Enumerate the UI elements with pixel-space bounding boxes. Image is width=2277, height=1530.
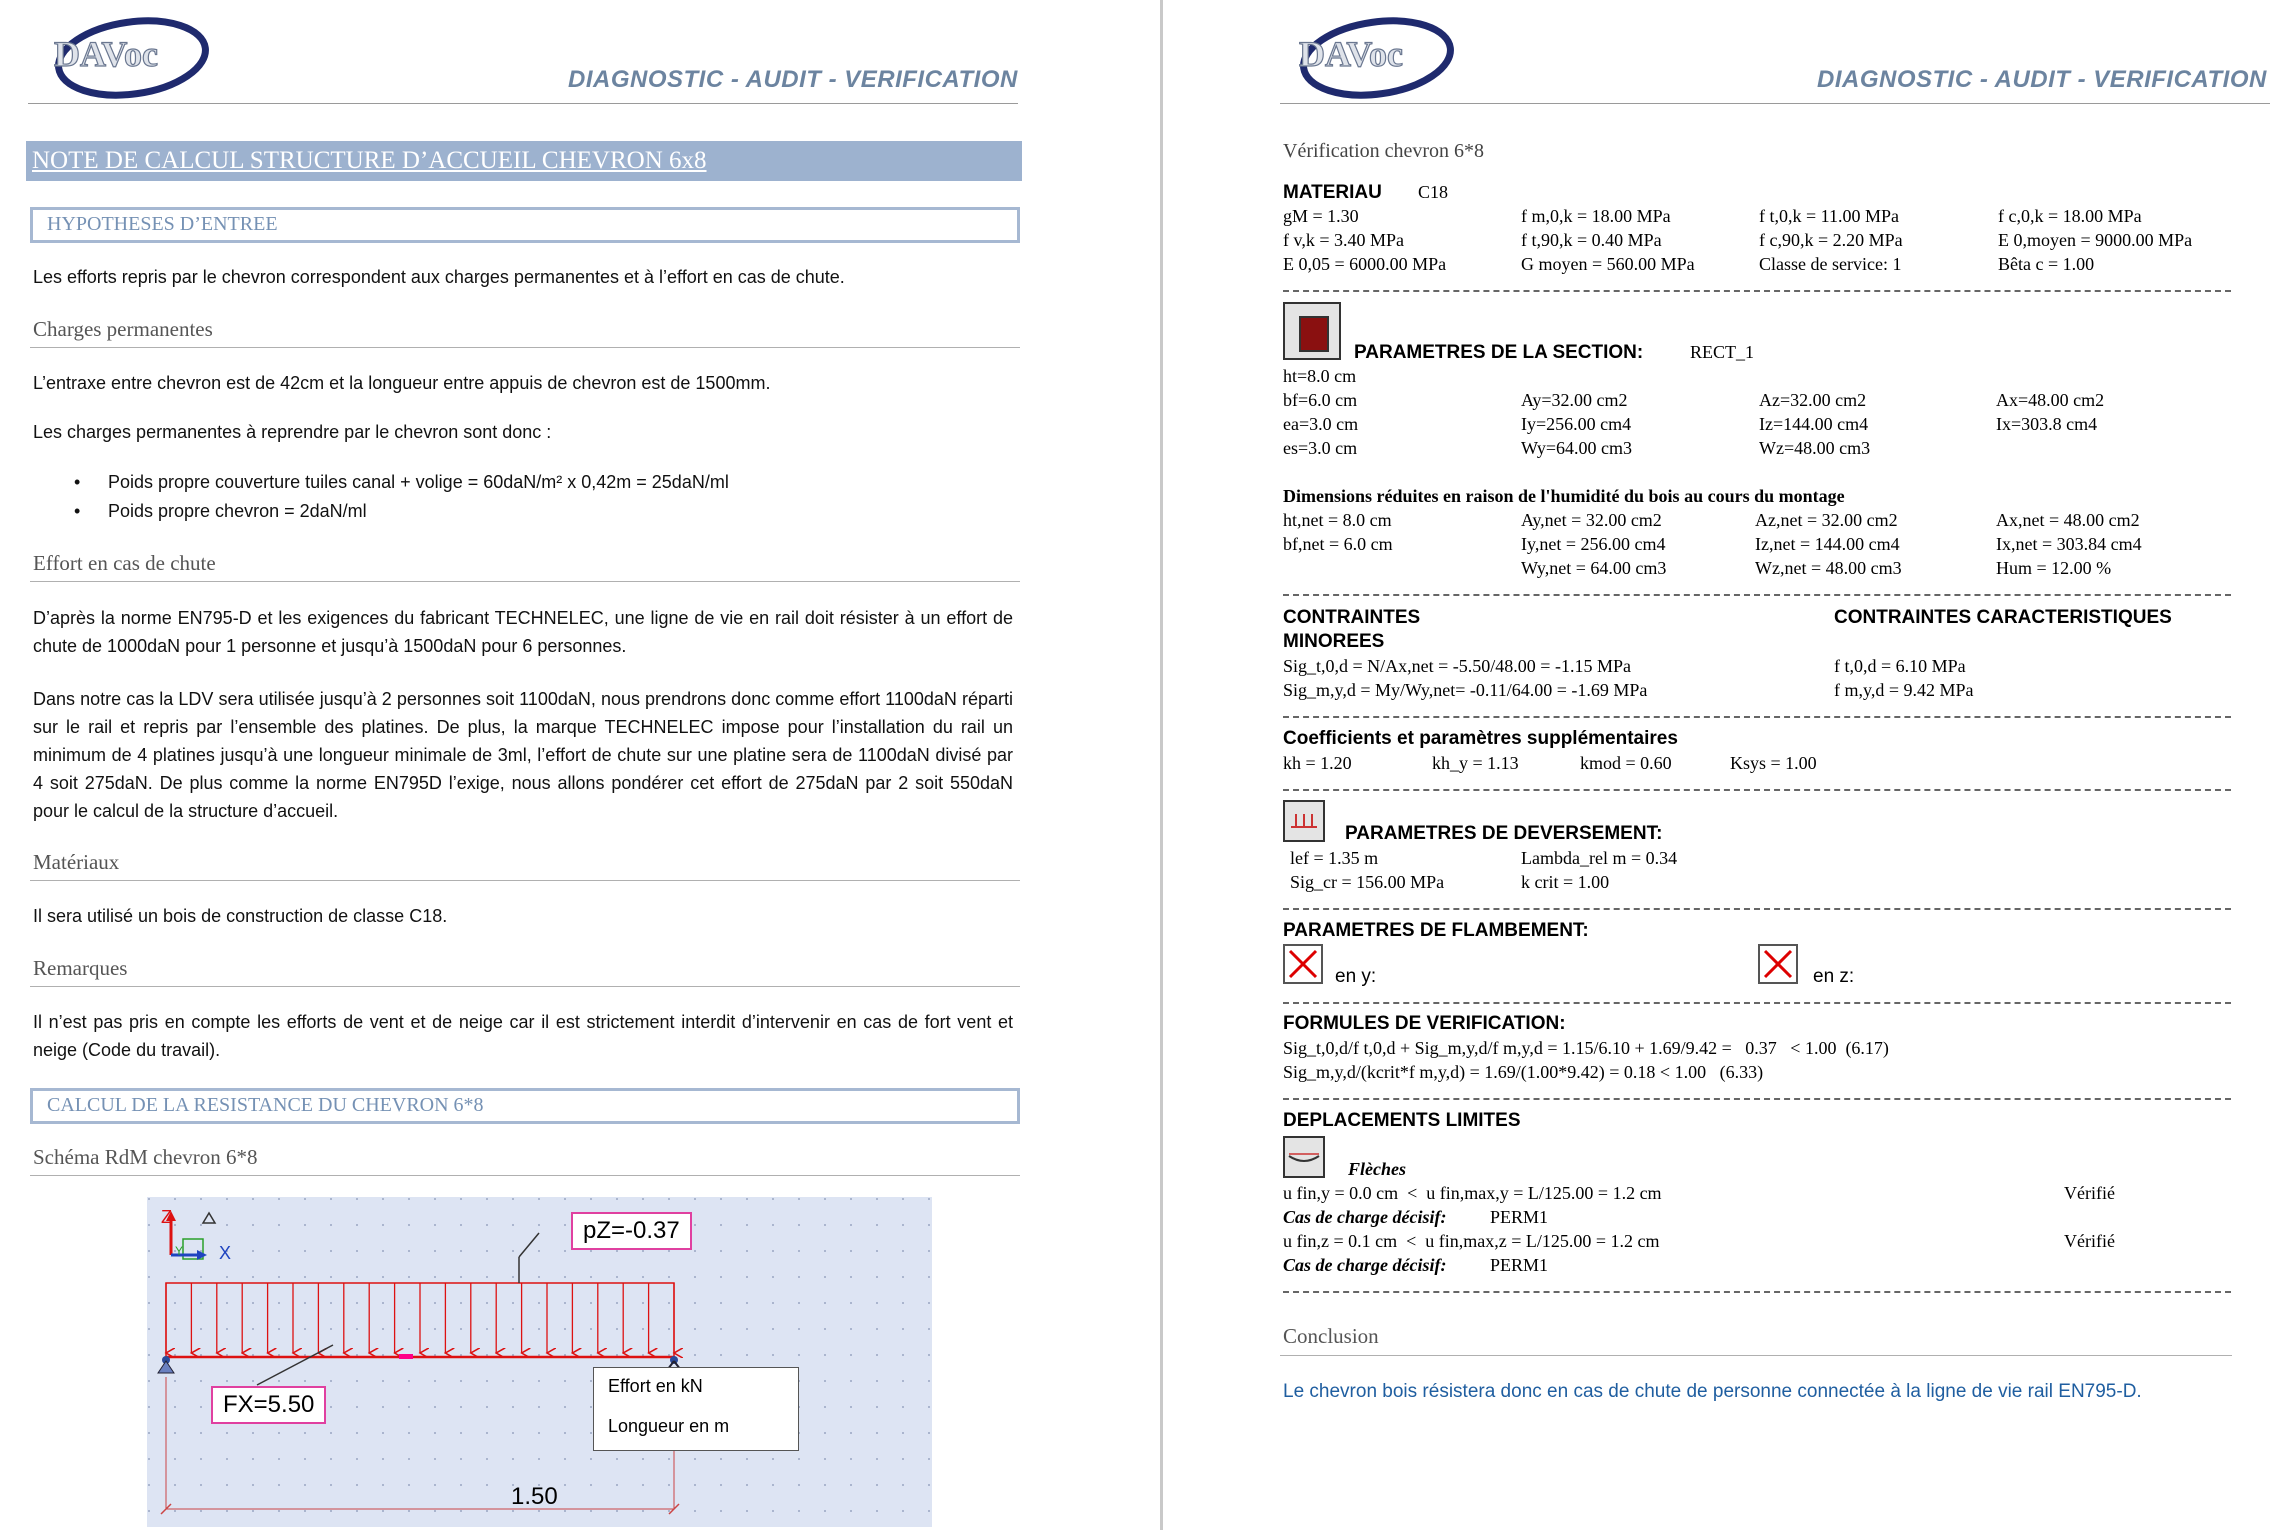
subhead-rule bbox=[30, 347, 1020, 348]
cas-charge-label: Cas de charge décisif: bbox=[1283, 1255, 1447, 1275]
materiau-cell: Bêta c = 1.00 bbox=[1998, 254, 2095, 274]
span-label: 1.50 bbox=[511, 1483, 558, 1510]
legend-unit-force: Effort en kN bbox=[608, 1376, 703, 1396]
formules-title: FORMULES DE VERIFICATION: bbox=[1283, 1013, 1566, 1034]
bullet-item: • Poids propre chevron = 2daN/ml bbox=[108, 501, 367, 522]
section-cell: ea=3.0 cm bbox=[1283, 414, 1359, 434]
rdm-diagram-svg bbox=[147, 1197, 932, 1527]
davoc-logo bbox=[40, 8, 210, 103]
materiau-cell: f t,0,k = 11.00 MPa bbox=[1759, 206, 1899, 226]
dashed-separator bbox=[1283, 290, 2231, 292]
section-name: RECT_1 bbox=[1690, 342, 1755, 362]
reduced-cell: Wy,net = 64.00 cm3 bbox=[1521, 558, 1667, 578]
deversement-value: Lambda_rel m = 0.34 bbox=[1521, 848, 1678, 868]
svg-text:DAVoc: DAVoc bbox=[1299, 34, 1404, 74]
section-cell: bf=6.0 cm bbox=[1283, 390, 1358, 410]
section-cell: Wz=48.00 cm3 bbox=[1759, 438, 1871, 458]
page-header bbox=[0, 0, 1160, 110]
intro-text: Les efforts repris par le chevron correspondent aux charges permanentes et à l’effort en cas de chute. bbox=[33, 267, 845, 287]
section-cell: ht=8.0 cm bbox=[1283, 366, 1357, 386]
header-rule bbox=[28, 103, 1018, 104]
reduced-cell: Ay,net = 32.00 cm2 bbox=[1521, 510, 1662, 530]
legend-box bbox=[593, 1367, 799, 1451]
materiau-label: MATERIAU bbox=[1283, 182, 1382, 203]
bullet-item: • Poids propre couverture tuiles canal + volige = 60daN/m² x 0,42m = 25daN/ml bbox=[108, 472, 729, 493]
remarques-text: Il n’est pas pris en compte les efforts de vent et de neige car il est strictement interdit d’intervenir en cas de fort vent et neige (Code du travail). bbox=[33, 1012, 1013, 1060]
materiau-cell: E 0,moyen = 9000.00 MPa bbox=[1998, 230, 2193, 250]
flambement-y-icon bbox=[1283, 944, 1323, 984]
section-hypotheses: HYPOTHESES D’ENTREE bbox=[30, 207, 1020, 243]
load-label: pZ=-0.37 bbox=[571, 1212, 692, 1250]
dashed-separator bbox=[1283, 594, 2231, 596]
davoc-logo bbox=[1285, 8, 1455, 103]
contrainte-value: Sig_t,0,d = N/Ax,net = -5.50/48.00 = -1.15 MPa bbox=[1283, 656, 1631, 676]
cas-charge-value: PERM1 bbox=[1490, 1255, 1549, 1275]
deplacement-line: u fin,z = 0.1 cm < u fin,max,z = L/125.00 = 1.2 cm bbox=[1283, 1231, 1660, 1251]
materiau-cell: f c,0,k = 18.00 MPa bbox=[1998, 206, 2142, 226]
coefficients-title: Coefficients et paramètres supplémentaires bbox=[1283, 728, 1678, 749]
note-banner: NOTE DE CALCUL STRUCTURE D’ACCUEIL CHEVRON 6x8 bbox=[26, 141, 1022, 181]
coef-value: kh_y = 1.13 bbox=[1432, 753, 1519, 773]
contrainte-value: f t,0,d = 6.10 MPa bbox=[1834, 656, 1966, 676]
coef-value: kh = 1.20 bbox=[1283, 753, 1352, 773]
subhead-remarques: Remarques bbox=[33, 956, 128, 980]
axis-z-label: Z bbox=[161, 1207, 172, 1227]
page-header bbox=[1165, 0, 2277, 110]
coef-value: Ksys = 1.00 bbox=[1730, 753, 1817, 773]
materiau-cell: f c,90,k = 2.20 MPa bbox=[1759, 230, 1903, 250]
reduced-cell: Iy,net = 256.00 cm4 bbox=[1521, 534, 1666, 554]
reduced-cell: Ax,net = 48.00 cm2 bbox=[1996, 510, 2140, 530]
materiau-cell: Classe de service: 1 bbox=[1759, 254, 1902, 274]
subhead-charges: Charges permanentes bbox=[33, 317, 213, 341]
rdm-diagram bbox=[147, 1197, 932, 1527]
materiau-cell: f v,k = 3.40 MPa bbox=[1283, 230, 1404, 250]
subhead-materiaux: Matériaux bbox=[33, 850, 120, 874]
dashed-separator bbox=[1283, 716, 2231, 718]
legend-unit-length: Longueur en m bbox=[608, 1416, 730, 1436]
section-cell: es=3.0 cm bbox=[1283, 438, 1358, 458]
deplacement-line: u fin,y = 0.0 cm < u fin,max,y = L/125.00 = 1.2 cm bbox=[1283, 1183, 1662, 1203]
fleches-label: Flèches bbox=[1348, 1159, 1406, 1179]
section-shape-icon bbox=[1283, 302, 1341, 360]
subhead-chute: Effort en cas de chute bbox=[33, 551, 216, 575]
flambement-z-icon bbox=[1758, 944, 1798, 984]
materiau-cell: f t,90,k = 0.40 MPa bbox=[1521, 230, 1662, 250]
section-calcul: CALCUL DE LA RESISTANCE DU CHEVRON 6*8 bbox=[30, 1088, 1020, 1124]
reduced-dims-title: Dimensions réduites en raison de l'humidité du bois au cours du montage bbox=[1283, 486, 1845, 506]
subhead-rule bbox=[30, 880, 1020, 881]
coef-value: kmod = 0.60 bbox=[1580, 753, 1672, 773]
materiau-cell: E 0,05 = 6000.00 MPa bbox=[1283, 254, 1447, 274]
contraintes-minorees-title: CONTRAINTES bbox=[1283, 607, 1421, 628]
fleche-icon bbox=[1283, 1136, 1325, 1178]
header-rule bbox=[1280, 103, 2270, 104]
subhead-rule bbox=[30, 1175, 1020, 1176]
contraintes-minorees-title-2: MINOREES bbox=[1283, 631, 1385, 652]
subhead-rule bbox=[1280, 1355, 2232, 1356]
load-arrows bbox=[166, 1283, 674, 1353]
section-cell: Ax=48.00 cm2 bbox=[1996, 390, 2105, 410]
page-divider bbox=[1160, 0, 1163, 1530]
materiau-cell: f m,0,k = 18.00 MPa bbox=[1521, 206, 1671, 226]
header-title: DIAGNOSTIC - AUDIT - VERIFICATION bbox=[568, 66, 1018, 93]
axis-x-label: X bbox=[219, 1243, 232, 1263]
dashed-separator bbox=[1283, 1291, 2231, 1293]
section-cell: Ay=32.00 cm2 bbox=[1521, 390, 1628, 410]
section-cell: Iy=256.00 cm4 bbox=[1521, 414, 1632, 434]
header-title: DIAGNOSTIC - AUDIT - VERIFICATION bbox=[1817, 66, 2267, 93]
deversement-value: Sig_cr = 156.00 MPa bbox=[1290, 872, 1445, 892]
chute-text-1: D’après la norme EN795-D et les exigences du fabricant TECHNELEC, une ligne de vie en rail doit résister à un effort de chute de 1000daN pour 1 personne et jusqu’à 1500daN pour 6 personnes. bbox=[33, 608, 1013, 656]
section-cell: Iz=144.00 cm4 bbox=[1759, 414, 1869, 434]
reduced-cell: ht,net = 8.0 cm bbox=[1283, 510, 1392, 530]
chute-text-2: Dans notre cas la LDV sera utilisée jusqu’à 2 personnes soit 1100daN, nous prendrons donc comme effort 1100daN réparti sur le rail et repris par l’ensemble des platines. De plus, la marque TECHNELEC impose pour l’installation du rail un minimum de 4 platines jusqu’à une longueur minimale de 3ml, l’effort de chute sur une platine sera de 1100daN divisé par 4 soit 275daN. De plus comme la norme EN795D l’exige, nous allons pondérer cet effort de 275daN par 2 soit 550daN pour le calcul de la structure d’accueil. bbox=[33, 689, 1013, 821]
section-cell: Az=32.00 cm2 bbox=[1759, 390, 1867, 410]
conclusion-title: Conclusion bbox=[1283, 1324, 1379, 1348]
cas-charge-label: Cas de charge décisif: bbox=[1283, 1207, 1447, 1227]
reduced-cell: Iz,net = 144.00 cm4 bbox=[1755, 534, 1900, 554]
section-cell: Wy=64.00 cm3 bbox=[1521, 438, 1633, 458]
subhead-rule bbox=[30, 581, 1020, 582]
deversement-value: lef = 1.35 m bbox=[1290, 848, 1379, 868]
conclusion-text: Le chevron bois résistera donc en cas de chute de personne connectée à la ligne de vie rail EN795-D. bbox=[1283, 1381, 2142, 1402]
axis-y-label: Y bbox=[175, 1244, 184, 1258]
reduced-cell: Ix,net = 303.84 cm4 bbox=[1996, 534, 2142, 554]
contrainte-value: f m,y,d = 9.42 MPa bbox=[1834, 680, 1974, 700]
dashed-separator bbox=[1283, 908, 2231, 910]
section-cell: Ix=303.8 cm4 bbox=[1996, 414, 2098, 434]
deplacement-status: Vérifié bbox=[2064, 1231, 2115, 1251]
deversement-title: PARAMETRES DE DEVERSEMENT: bbox=[1345, 823, 1663, 844]
reduced-cell: bf,net = 6.0 cm bbox=[1283, 534, 1393, 554]
reduced-cell: Hum = 12.00 % bbox=[1996, 558, 2112, 578]
materiau-cell: gM = 1.30 bbox=[1283, 206, 1359, 226]
deplacements-title: DEPLACEMENTS LIMITES bbox=[1283, 1110, 1521, 1131]
dashed-separator bbox=[1283, 1002, 2231, 1004]
dashed-separator bbox=[1283, 1098, 2231, 1100]
force-label: FX=5.50 bbox=[211, 1386, 326, 1424]
verif-title: Vérification chevron 6*8 bbox=[1283, 140, 1485, 162]
materiaux-text: Il sera utilisé un bois de construction de classe C18. bbox=[33, 906, 448, 926]
formule-line: Sig_m,y,d/(kcrit*f m,y,d) = 1.69/(1.00*9.42) = 0.18 < 1.00 (6.33) bbox=[1283, 1062, 1764, 1082]
charges-text-1: L’entraxe entre chevron est de 42cm et la longueur entre appuis de chevron est de 1500mm. bbox=[33, 373, 771, 393]
contrainte-value: Sig_m,y,d = My/Wy,net= -0.11/64.00 = -1.69 MPa bbox=[1283, 680, 1648, 700]
section-params-title: PARAMETRES DE LA SECTION: bbox=[1354, 342, 1644, 363]
deplacement-status: Vérifié bbox=[2064, 1183, 2115, 1203]
reduced-cell: Az,net = 32.00 cm2 bbox=[1755, 510, 1898, 530]
cas-charge-value: PERM1 bbox=[1490, 1207, 1549, 1227]
subhead-rule bbox=[30, 986, 1020, 987]
dashed-separator bbox=[1283, 789, 2231, 791]
flambement-y-label: en y: bbox=[1335, 966, 1377, 987]
formule-line: Sig_t,0,d/f t,0,d + Sig_m,y,d/f m,y,d = 1.15/6.10 + 1.69/9.42 = 0.37 < 1.00 (6.17) bbox=[1283, 1038, 1889, 1058]
deversement-value: k crit = 1.00 bbox=[1521, 872, 1610, 892]
flambement-title: PARAMETRES DE FLAMBEMENT: bbox=[1283, 920, 1589, 941]
svg-text:DAVoc: DAVoc bbox=[54, 34, 159, 74]
reduced-cell: Wz,net = 48.00 cm3 bbox=[1755, 558, 1902, 578]
flambement-z-label: en z: bbox=[1813, 966, 1855, 987]
contraintes-carac-title: CONTRAINTES CARACTERISTIQUES bbox=[1834, 607, 2172, 628]
deversement-icon bbox=[1283, 800, 1325, 842]
subhead-schema: Schéma RdM chevron 6*8 bbox=[33, 1145, 258, 1169]
materiau-class: C18 bbox=[1418, 182, 1449, 202]
beam-midpoint bbox=[399, 1354, 413, 1359]
charges-text-2: Les charges permanentes à reprendre par le chevron sont donc : bbox=[33, 422, 552, 442]
materiau-cell: G moyen = 560.00 MPa bbox=[1521, 254, 1695, 274]
